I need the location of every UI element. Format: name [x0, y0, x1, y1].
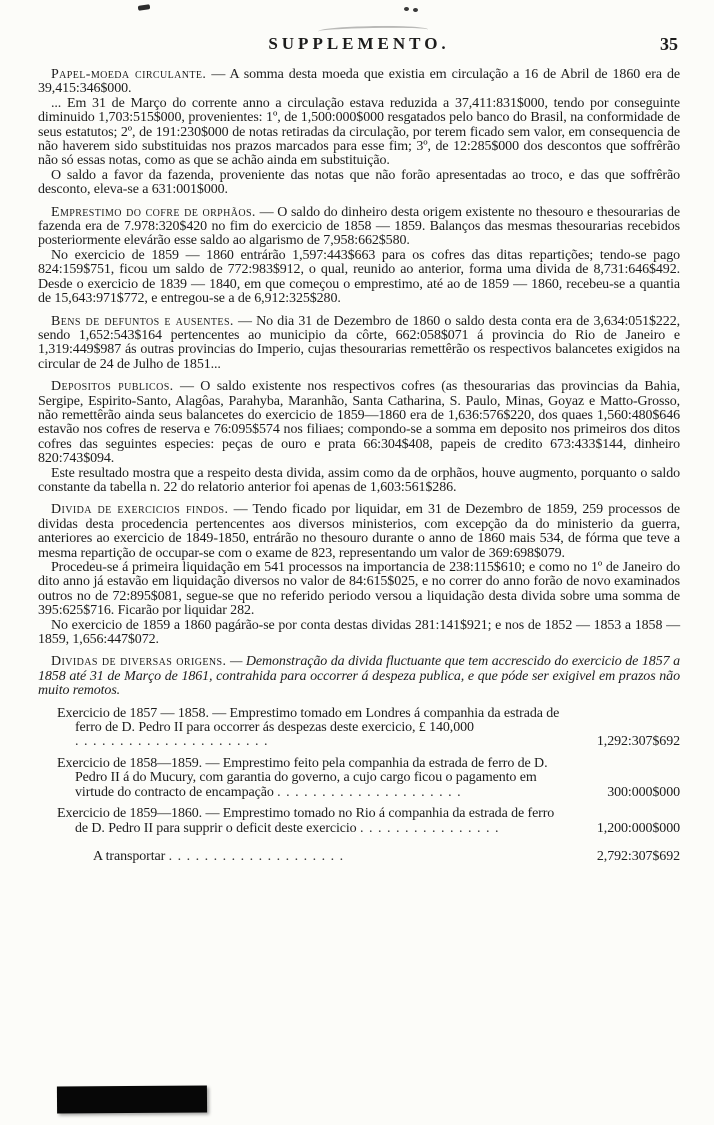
paragraph-text: — A somma desta moeda que existia em circulação a 16 de Abril de 1860 era de 39,415:346$000. [38, 67, 680, 97]
ledger-row [38, 757, 680, 800]
ledger-entry-amount: 1,200:000$000 [596, 820, 680, 836]
paragraph [38, 68, 680, 97]
ledger-entry-text [38, 807, 562, 836]
section-heading: Emprestimo do cofre de orphãos. [51, 204, 256, 220]
paragraph-text: O saldo a favor da fazenda, proveniente das notas que não forão apresentadas ao troco, e das que soffrêrão desconto, eleva-se a 631:001$000. [38, 167, 680, 198]
paragraph-text: No exercicio de 1859 a 1860 pagárão-se por conta destas dividas 281:141$921; e nos de 1852 — 1853 a 1858 — 1859, 1,656:447$072. [38, 617, 680, 648]
debt-ledger [38, 707, 680, 865]
paragraph-text: — Tendo ficado por liquidar, em 31 de Dezembro de 1859, 259 processos de dividas desta procedencia pertencentes aos diversos ministerios, com excepção da do ministerio da guerra, anteriores ao exercicio de 1849-1850, entrárão no thesouro durante o anno de 1860 mais 534, de fórma que teve a mesma repartição de occupar-se com o exame de 823, representando um valor de 369:698$079. [38, 502, 680, 561]
paragraph-text: — No dia 31 de Dezembro de 1860 o saldo desta conta era de 3,634:051$222, sendo 1,652:543$164 pertencentes ao municipio da côrte, 662:058$071 á provincia do Rio de Janeiro e 1,319:449$987 ás outras provincias do Imperio, cujas thesourarias remettêrão os respectivos balancetes exigidos na circular de 24 de Julho de 1851... [38, 313, 680, 372]
ledger-entry-amount: 1,292:307$692 [596, 734, 680, 750]
paragraph-text: Procedeu-se á primeira liquidação em 541 processos na importancia de 238:115$610; e como no 1º de Janeiro do dito anno já estavão em liquidação diversos no valor de 84:615$025, e no correr do anno forão de novo examinados outros no de 72:895$081, segue-se que no referido periodo versou a liquidação desta divida sobre uma somma de 395:625$716. Ficarão por liquidar 282. [38, 560, 680, 619]
paragraph [38, 206, 680, 249]
section-heading: Papel-moeda circulante. [51, 67, 207, 82]
paragraph [38, 561, 680, 619]
paragraph [38, 315, 680, 373]
page-number: 35 [660, 34, 678, 54]
section-depositos-publicos [38, 380, 680, 495]
section-heading: Bens de defuntos e ausentes. [51, 313, 234, 329]
carry-forward-label: A transportar [93, 848, 166, 864]
ledger-entry-description: Exercicio de 1858—1859. — Emprestimo feito pela companhia da estrada de ferro de D. Pedro II á do Mucury, com garantia do governo, a cujo cargo ficou o pagamento em virtude do contracto de encampação [57, 755, 548, 800]
paragraph-text: ... Em 31 de Março do corrente anno a circulação estava reduzida a 37,411:831$000, tendo por conseguinte diminuido 1,703:515$000, provenientes: 1º, de 1,500:000$000 resgatados pelo banco do Brasil, na conformidade de seus estatutos; 2º, de 191:230$000 de notas retiradas da circulação, por terem ficado sem valor, em consequencia de não haverem sido substituidas nos prazos marcados para esse fim; 3º, de 12:285$000 dos descontos que soffrêrão não só essas notas, como as que se achão ainda em substituição. [38, 95, 680, 169]
carry-forward-row [38, 850, 680, 864]
paragraph-text: — Demonstração da divida fluctuante que tem accrescido do exercicio de 1857 a 1858 até 31 de Março de 1861, contrahida para occorrer á despeza publica, e que póde ser exigivel em prazos não muito remotos. [38, 654, 680, 699]
paragraph [38, 249, 680, 307]
paragraph-text: Este resultado mostra que a respeito desta divida, assim como da de orphãos, houve augmento, porquanto o saldo constante da tabella n. 22 do relatorio anterior foi apenas de 1,603:561$286. [38, 465, 680, 495]
scan-speck-icon [138, 4, 151, 11]
carry-forward-amount: 2,792:307$692 [596, 848, 680, 864]
scan-ink-bar-artifact [57, 1085, 207, 1113]
paragraph [38, 655, 680, 698]
ledger-row [38, 707, 680, 750]
page-title: SUPPLEMENTO. [268, 34, 450, 53]
section-bens-defuntos-ausentes [38, 315, 680, 373]
dot-leader: . . . . . . . . . . . . . . . . . . . . . [277, 784, 462, 800]
paragraph [38, 467, 680, 496]
page-header [38, 34, 680, 60]
dot-leader: . . . . . . . . . . . . . . . . . . . . . . [75, 734, 269, 750]
ledger-row [38, 807, 680, 836]
carry-forward-label-wrap [38, 850, 562, 864]
section-emprestimo-cofre-orphaos [38, 206, 680, 307]
paragraph [38, 97, 680, 169]
section-heading: Dividas de diversas origens. [51, 654, 227, 670]
section-papel-moeda-circulante [38, 68, 680, 198]
document-body [38, 68, 680, 864]
paragraph [38, 169, 680, 198]
ledger-entry-text [38, 707, 562, 750]
paragraph [38, 380, 680, 466]
dot-leader: . . . . . . . . . . . . . . . . . . . . [168, 848, 345, 864]
section-dividas-diversas-origens [38, 655, 680, 698]
ledger-entry-amount: 300:000$000 [607, 784, 680, 800]
section-heading: Divida de exercicios findos. [51, 502, 229, 518]
section-divida-exercicios-findos [38, 503, 680, 647]
paragraph-text: No exercicio de 1859 — 1860 entrárão 1,597:443$663 para os cofres das ditas repartições; tendo-se pago 824:159$751, ficou um saldo de 772:983$912, o qual, reunido ao anterior, forma uma divida de 8,731:646$492. Desde o exercicio de 1839 — 1840, em que começou o emprestimo, até ao de 1859 — 1860, recebeu-se a quantia de 15,643:971$772, e entregou-se a de 6,912:325$280. [38, 247, 680, 307]
ledger-entry-description: Exercicio de 1859—1860. — Emprestimo tomado no Rio á companhia da estrada de ferro de D. Pedro II para supprir o deficit deste exercicio [57, 806, 555, 836]
dot-leader: . . . . . . . . . . . . . . . . [360, 820, 500, 836]
paragraph-text: — O saldo do dinheiro desta origem existente no thesouro e thesourarias de fazenda era de 7.978:320$420 no fim do exercicio de 1858 — 1859. Balanços das mesmas thesourarias recebidos posteriormente elevárão esse saldo ao algarismo de 7,958:662$580. [38, 204, 680, 249]
paragraph-text: — O saldo existente nos respectivos cofres (as thesourarias das provincias da Bahia, Sergipe, Espirito-Santo, Alagôas, Parahyba, Maranhão, Santa Catharina, S. Paulo, Minas, Goyaz e Matto-Grosso, não remettêrão ainda seus balancetes do exercicio de 1859—1860 era de 1,636:576$220, dos quaes 1,560:480$646 estavão nos cofres de reserva e 76:095$574 nos filiaes; compondo-se a somma em deposito nos primeiros dos ditos cofres das seguintes especies: peças de ouro e prata 66:304$408, papeis de credito 673:433$144, dinheiro 820:743$094. [38, 379, 680, 467]
section-heading: Depositos publicos. [51, 379, 174, 395]
paragraph [38, 619, 680, 648]
ledger-entry-description: Exercicio de 1857 — 1858. — Emprestimo tomado em Londres á companhia da estrada de ferro de D. Pedro II para occorrer ás despezas deste exercicio, £ 140,000 [57, 705, 560, 736]
scan-speck-icon [404, 7, 409, 11]
paragraph [38, 503, 680, 561]
ledger-entry-text [38, 757, 562, 800]
